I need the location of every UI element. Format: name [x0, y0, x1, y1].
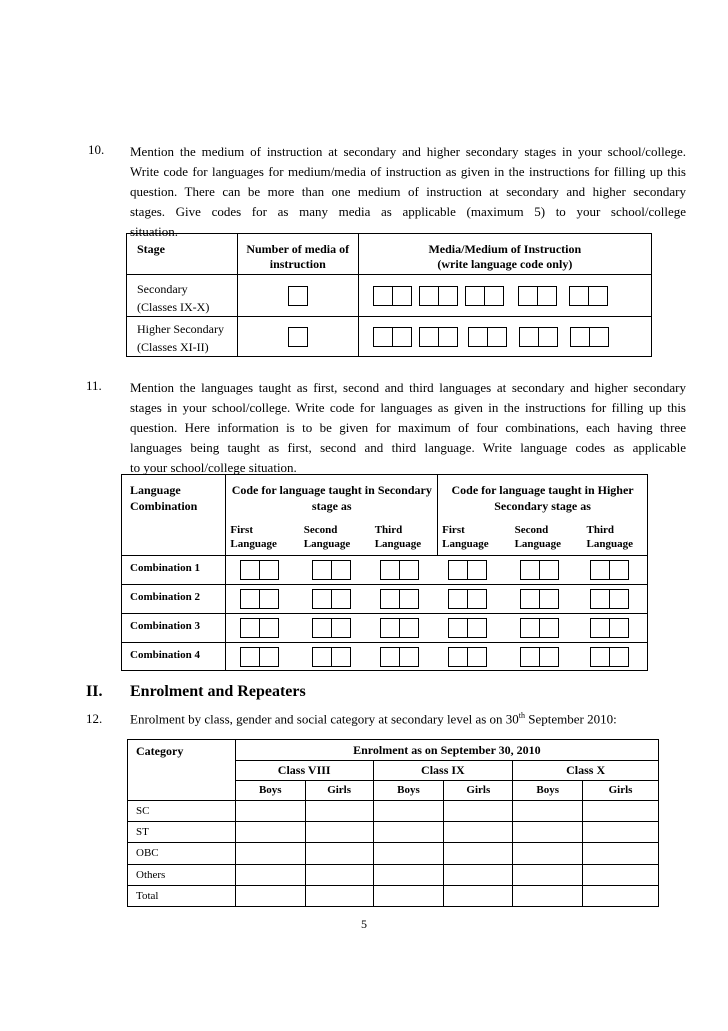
enrolment-cell[interactable] — [513, 843, 583, 865]
code-box[interactable] — [331, 560, 351, 580]
enrolment-cell[interactable] — [305, 801, 373, 822]
combination-header: Language Combination — [122, 475, 226, 556]
category-label: SC — [128, 801, 236, 822]
q10-line: situation. — [130, 224, 179, 239]
code-box[interactable] — [539, 560, 559, 580]
code-box[interactable] — [392, 327, 412, 347]
combination-code-boxes — [226, 643, 648, 671]
enrolment-cell[interactable] — [235, 801, 305, 822]
enrolment-cell[interactable] — [583, 886, 659, 907]
category-header: Category — [128, 740, 236, 801]
q10-number: 10. — [88, 142, 105, 157]
enrolment-cell[interactable] — [373, 822, 444, 843]
media-header-subtitle: (write language code only) — [437, 257, 573, 271]
q11-line: to your school/college situation. — [130, 460, 297, 475]
enrolment-cell[interactable] — [373, 865, 444, 886]
combination-code-boxes — [226, 585, 648, 614]
q11-line: languages being taught as first, second and third language. Write language codes as applicable — [130, 440, 686, 455]
code-box[interactable] — [520, 618, 540, 638]
combination-row — [122, 643, 648, 671]
q10-text — [130, 142, 686, 242]
code-box[interactable] — [538, 327, 558, 347]
enrolment-cell[interactable] — [513, 801, 583, 822]
q11-text — [130, 378, 686, 478]
table-row — [128, 801, 659, 822]
code-box[interactable] — [609, 560, 629, 580]
code-box[interactable] — [419, 286, 439, 306]
code-box[interactable] — [539, 618, 559, 638]
code-box[interactable] — [312, 560, 332, 580]
higher-secondary-header: Code for language taught in Higher Secondary stage as — [438, 475, 648, 517]
code-box[interactable] — [380, 647, 400, 667]
code-box[interactable] — [487, 327, 507, 347]
q11-line: question. Here information is to be given for maximum of four combinations, each having three — [130, 420, 686, 435]
code-box[interactable] — [484, 286, 504, 306]
enrolment-cell[interactable] — [444, 843, 513, 865]
code-box[interactable] — [467, 618, 487, 638]
media-header-title: Media/Medium of Instruction — [428, 242, 582, 256]
code-box[interactable] — [419, 327, 439, 347]
secondary-header: Code for language taught in Secondary stage as — [226, 475, 438, 517]
q10-line: question. There can be more than one medium of instruction at secondary and higher secondary — [130, 184, 686, 199]
code-box[interactable] — [438, 286, 458, 306]
q12-text-after: September 2010: — [525, 711, 617, 727]
code-box[interactable] — [399, 589, 419, 609]
code-box[interactable] — [569, 286, 589, 306]
code-box[interactable] — [590, 589, 610, 609]
third-language-header: Third Language — [583, 517, 648, 556]
code-box[interactable] — [448, 560, 468, 580]
code-box[interactable] — [448, 618, 468, 638]
code-box[interactable] — [373, 327, 393, 347]
table-row — [128, 886, 659, 907]
enrolment-cell[interactable] — [373, 801, 444, 822]
enrolment-cell[interactable] — [373, 843, 444, 865]
code-box[interactable] — [520, 647, 540, 667]
gender-header: Girls — [444, 781, 513, 801]
combination-label: Combination 2 — [122, 585, 226, 614]
code-box[interactable] — [589, 327, 609, 347]
class-header: Class X — [513, 761, 659, 781]
gender-header: Boys — [513, 781, 583, 801]
code-box[interactable] — [448, 647, 468, 667]
media-table — [126, 233, 652, 357]
code-box[interactable] — [399, 618, 419, 638]
code-box[interactable] — [259, 560, 279, 580]
second-language-header: Second Language — [300, 517, 371, 556]
stage-classes: (Classes XI-II) — [137, 340, 209, 354]
q11-line: Mention the languages taught as first, second and third languages at secondary and higher secondary — [130, 380, 686, 395]
combination-code-boxes — [226, 556, 648, 585]
q10-line: Mention the medium of instruction at secondary and higher secondary stages in your school/college. — [130, 144, 686, 159]
second-language-header: Second Language — [511, 517, 583, 556]
code-box[interactable] — [259, 618, 279, 638]
code-box[interactable] — [259, 647, 279, 667]
combination-label: Combination 4 — [122, 643, 226, 671]
enrolment-header: Enrolment as on September 30, 2010 — [235, 740, 658, 761]
code-box[interactable] — [399, 647, 419, 667]
enrolment-cell[interactable] — [583, 801, 659, 822]
code-box[interactable] — [520, 560, 540, 580]
enrolment-cell[interactable] — [583, 822, 659, 843]
code-box[interactable] — [537, 286, 557, 306]
code-box[interactable] — [373, 286, 393, 306]
code-box[interactable] — [609, 647, 629, 667]
class-header: Class VIII — [235, 761, 373, 781]
combination-label: Combination 3 — [122, 614, 226, 643]
q10-line: Write code for languages for medium/media of instruction as given in the instructions for filling up this — [130, 164, 686, 179]
code-box[interactable] — [240, 647, 260, 667]
gender-header: Girls — [305, 781, 373, 801]
section-numeral: II. — [86, 683, 103, 700]
stage-name: Higher Secondary — [137, 322, 224, 336]
language-table — [121, 474, 648, 671]
table-row — [128, 843, 659, 865]
enrolment-cell[interactable] — [373, 886, 444, 907]
code-box[interactable] — [570, 327, 590, 347]
combination-row — [122, 614, 648, 643]
stage-name: Secondary — [137, 282, 188, 296]
stage-header: Stage — [127, 234, 238, 275]
category-label: Total — [128, 886, 236, 907]
code-box[interactable] — [312, 589, 332, 609]
code-box[interactable] — [331, 589, 351, 609]
enrolment-cell[interactable] — [444, 822, 513, 843]
category-label: OBC — [128, 843, 236, 865]
enrolment-cell[interactable] — [305, 822, 373, 843]
gender-header: Boys — [235, 781, 305, 801]
code-box[interactable] — [467, 560, 487, 580]
code-box[interactable] — [448, 589, 468, 609]
number-of-media-box[interactable] — [288, 327, 308, 347]
code-box[interactable] — [331, 647, 351, 667]
code-box[interactable] — [380, 618, 400, 638]
enrolment-cell[interactable] — [513, 865, 583, 886]
q12-superscript: th — [518, 711, 526, 720]
combination-label: Combination 1 — [122, 556, 226, 585]
code-box[interactable] — [331, 618, 351, 638]
third-language-header: Third Language — [371, 517, 438, 556]
enrolment-table — [127, 739, 659, 907]
enrolment-cell[interactable] — [513, 886, 583, 907]
combination-row — [122, 585, 648, 614]
page-number: 5 — [361, 917, 367, 931]
media-code-boxes — [358, 275, 651, 317]
section-title: Enrolment and Repeaters — [130, 683, 306, 700]
class-header: Class IX — [373, 761, 513, 781]
code-box[interactable] — [590, 560, 610, 580]
enrolment-cell[interactable] — [444, 865, 513, 886]
number-of-media-box[interactable] — [288, 286, 308, 306]
code-box[interactable] — [240, 560, 260, 580]
stage-cell — [127, 317, 238, 357]
enrolment-cell[interactable] — [444, 886, 513, 907]
category-label: Others — [128, 865, 236, 886]
code-box[interactable] — [465, 286, 485, 306]
code-box[interactable] — [467, 647, 487, 667]
combination-code-boxes — [226, 614, 648, 643]
media-header — [358, 234, 651, 275]
code-box[interactable] — [438, 327, 458, 347]
enrolment-cell[interactable] — [235, 822, 305, 843]
code-box[interactable] — [312, 647, 332, 667]
enrolment-cell[interactable] — [235, 865, 305, 886]
code-box[interactable] — [240, 618, 260, 638]
code-box[interactable] — [380, 589, 400, 609]
stage-classes: (Classes IX-X) — [137, 300, 210, 314]
enrolment-cell[interactable] — [235, 886, 305, 907]
code-box[interactable] — [609, 618, 629, 638]
q12-text — [130, 711, 617, 727]
gender-header: Girls — [583, 781, 659, 801]
code-box[interactable] — [468, 327, 488, 347]
enrolment-cell[interactable] — [583, 843, 659, 865]
first-language-header: First Language — [226, 517, 300, 556]
code-box[interactable] — [240, 589, 260, 609]
code-box[interactable] — [609, 589, 629, 609]
q12-number: 12. — [86, 711, 103, 726]
code-box[interactable] — [259, 589, 279, 609]
enrolment-cell[interactable] — [305, 843, 373, 865]
code-box[interactable] — [539, 647, 559, 667]
code-box[interactable] — [590, 618, 610, 638]
code-box[interactable] — [467, 589, 487, 609]
code-box[interactable] — [380, 560, 400, 580]
enrolment-cell[interactable] — [235, 843, 305, 865]
first-language-header: First Language — [438, 517, 511, 556]
code-box[interactable] — [539, 589, 559, 609]
gender-header: Boys — [373, 781, 444, 801]
code-box[interactable] — [518, 286, 538, 306]
media-code-boxes — [358, 317, 651, 357]
combination-row — [122, 556, 648, 585]
q11-number: 11. — [86, 378, 102, 393]
code-box[interactable] — [520, 589, 540, 609]
enrolment-cell[interactable] — [305, 886, 373, 907]
stage-cell — [127, 275, 238, 317]
code-box[interactable] — [312, 618, 332, 638]
enrolment-cell[interactable] — [305, 865, 373, 886]
code-box[interactable] — [588, 286, 608, 306]
number-of-media-header: Number of media of instruction — [237, 234, 358, 275]
code-box[interactable] — [590, 647, 610, 667]
table-row — [128, 865, 659, 886]
code-box[interactable] — [399, 560, 419, 580]
code-box[interactable] — [519, 327, 539, 347]
enrolment-cell[interactable] — [444, 801, 513, 822]
q11-line: stages in your school/college. Write code for languages as given in the instructions for filling up this — [130, 400, 686, 415]
code-box[interactable] — [392, 286, 412, 306]
q10-line: stages. Give codes for as many media as applicable (maximum 5) to your school/college — [130, 204, 686, 219]
enrolment-cell[interactable] — [583, 865, 659, 886]
enrolment-cell[interactable] — [513, 822, 583, 843]
table-row — [128, 822, 659, 843]
category-label: ST — [128, 822, 236, 843]
q12-text-before: Enrolment by class, gender and social category at secondary level as on 30 — [130, 711, 519, 727]
